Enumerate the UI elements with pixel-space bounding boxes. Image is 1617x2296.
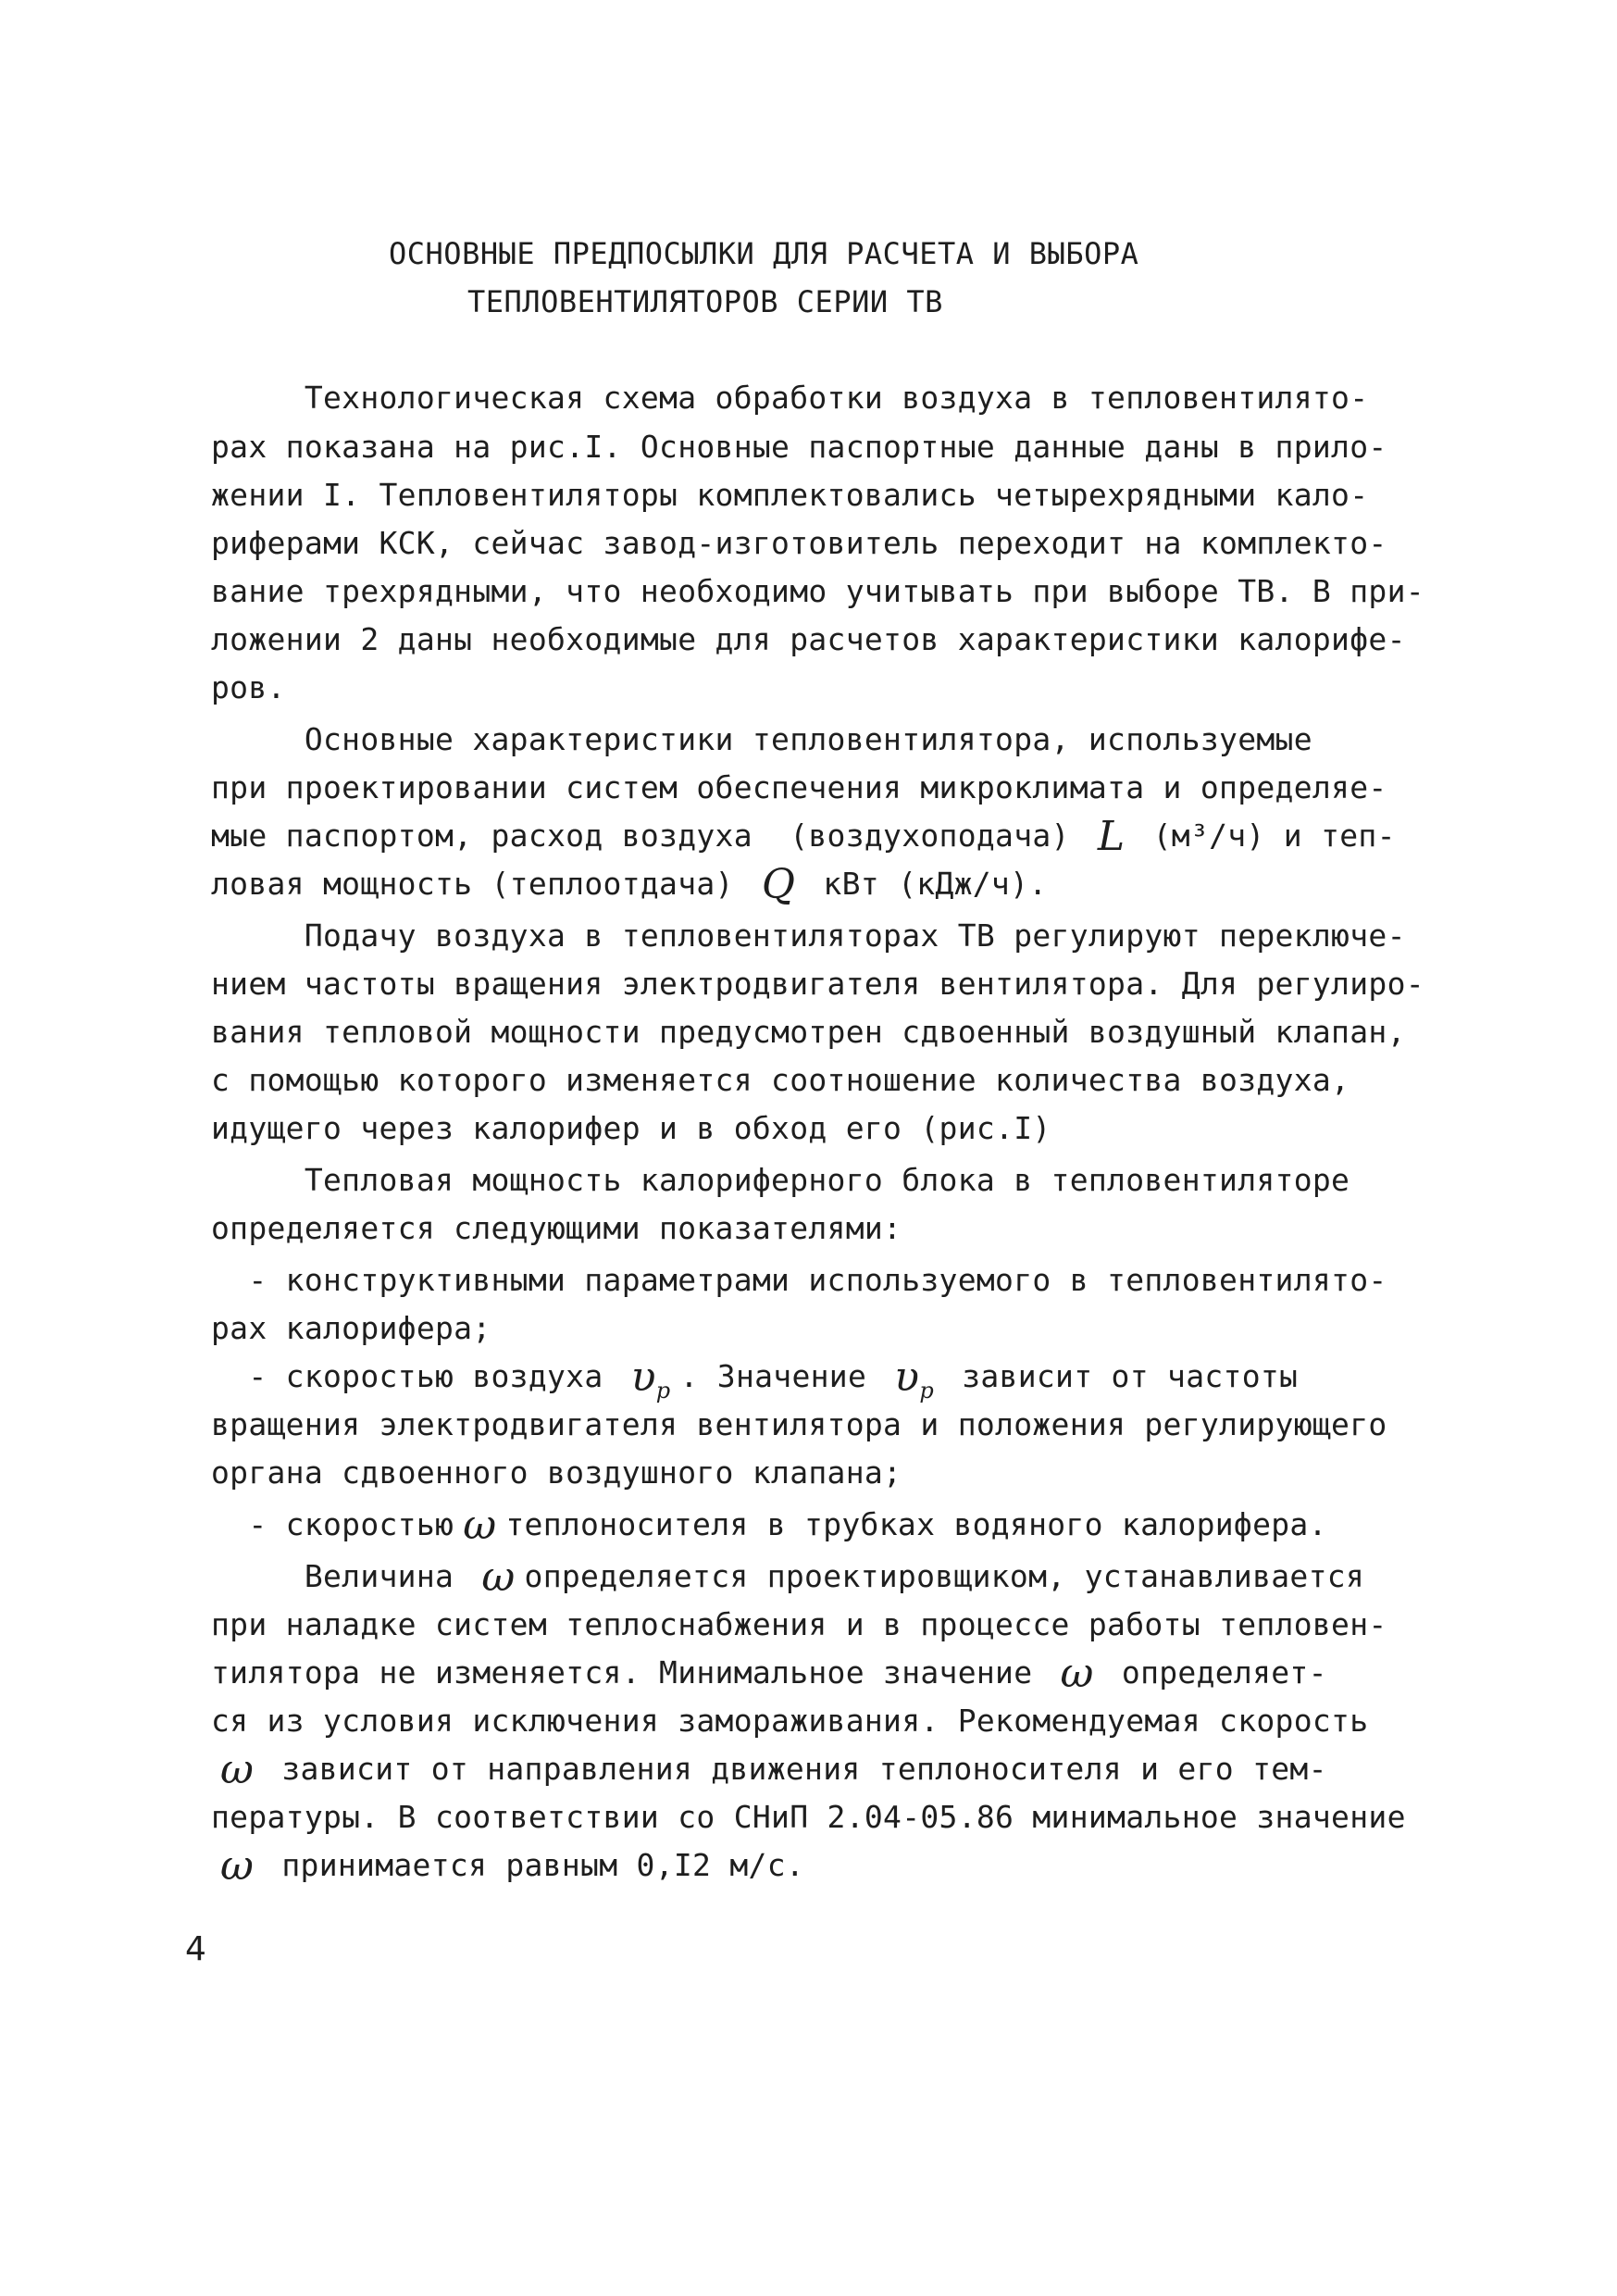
text-line xyxy=(211,477,1442,514)
text-line xyxy=(211,1799,1442,1836)
text-line xyxy=(211,1650,1442,1697)
math-symbol xyxy=(481,1554,516,1601)
text-segment: вращения электродвигателя вентилятора и положения регулирующего xyxy=(211,1406,1387,1442)
text-segment: - скоростью воздуха xyxy=(211,1358,622,1394)
text-segment: Подачу воздуха в тепловентиляторах ТВ регулируют переключе- xyxy=(211,917,1406,954)
text-segment: - конструктивными параметрами используемого в тепловентилято- xyxy=(211,1262,1387,1298)
math-symbol xyxy=(220,1746,255,1793)
text-segment: Технологическая схема обработки воздуха в тепловентилято- xyxy=(211,380,1369,416)
text-line xyxy=(211,1554,1442,1601)
text-line xyxy=(211,1014,1442,1051)
text-line xyxy=(211,1354,1442,1409)
math-symbol xyxy=(894,1354,935,1409)
math-symbol xyxy=(463,1502,497,1549)
text-segment: ловая мощность (теплоотдача) xyxy=(211,866,753,902)
text-line xyxy=(211,1210,1442,1247)
text-segment: вания тепловой мощности предусмотрен сдвоенный воздушный клапан, xyxy=(211,1014,1406,1050)
text-segment: определяется проектировщиком, устанавливается xyxy=(524,1558,1365,1594)
text-line xyxy=(211,1606,1442,1643)
text-line xyxy=(211,525,1442,562)
text-segment: зависит от частоты xyxy=(943,1358,1299,1394)
text-line xyxy=(211,1454,1442,1491)
text-segment: - скоростью xyxy=(211,1506,454,1542)
text-segment: Величина xyxy=(211,1558,473,1594)
math-subscript: р xyxy=(655,1378,671,1404)
text-line xyxy=(211,721,1442,758)
text-line xyxy=(211,1842,1442,1890)
text-line xyxy=(211,1502,1442,1549)
text-segment: ров. xyxy=(211,669,286,705)
text-segment: риферами КСК, сейчас завод-изготовитель переходит на комплекто- xyxy=(211,525,1387,561)
text-segment: жении I. Тепловентиляторы комплектовались четырехрядными кало- xyxy=(211,477,1369,513)
text-segment: . Значение xyxy=(679,1358,886,1394)
text-line xyxy=(211,1162,1442,1199)
text-line xyxy=(211,861,1442,908)
math-symbol xyxy=(1097,813,1126,860)
page-number: 4 xyxy=(185,1930,206,1968)
text-segment: с помощью которого изменяется соотношение количества воздуха, xyxy=(211,1062,1350,1098)
math-symbol xyxy=(1060,1650,1094,1697)
text-segment: зависит от направления движения теплоносителя и его тем- xyxy=(263,1751,1327,1787)
document-title-line-2: ТЕПЛОВЕНТИЛЯТОРОВ СЕРИИ ТВ xyxy=(467,284,943,319)
text-segment: тилятора не изменяется. Минимальное значение xyxy=(211,1654,1051,1691)
math-symbol-glyph: υ xyxy=(894,1354,920,1401)
math-subscript: р xyxy=(919,1378,935,1404)
text-line xyxy=(211,1310,1442,1347)
text-segment: вание трехрядными, что необходимо учитывать при выборе ТВ. В при- xyxy=(211,573,1424,609)
text-segment: кВт (кДж/ч). xyxy=(804,866,1048,902)
text-segment: теплоносителя в трубках водяного калорифера. xyxy=(505,1506,1327,1542)
math-symbol xyxy=(220,1842,255,1890)
text-segment: (м³/ч) и теп- xyxy=(1134,817,1396,854)
text-line xyxy=(211,769,1442,806)
text-line xyxy=(211,429,1442,466)
text-segment: принимается равным 0,I2 м/с. xyxy=(263,1847,805,1883)
text-segment: при проектировании систем обеспечения микроклимата и определяе- xyxy=(211,769,1387,805)
text-segment: рах калорифера; xyxy=(211,1310,491,1346)
text-line xyxy=(211,1703,1442,1740)
text-segment: идущего через калорифер и в обход его (рис.I) xyxy=(211,1110,1051,1146)
math-symbol-glyph: ω xyxy=(1060,1650,1094,1697)
text-line xyxy=(211,917,1442,955)
math-symbol xyxy=(630,1354,671,1409)
text-segment: при наладке систем теплоснабжения и в процессе работы тепловен- xyxy=(211,1606,1387,1642)
math-symbol-glyph: ω xyxy=(481,1554,516,1601)
math-symbol-glyph: ω xyxy=(220,1842,255,1890)
document-title-line-1: ОСНОВНЫЕ ПРЕДПОСЫЛКИ ДЛЯ РАСЧЕТА И ВЫБОРА xyxy=(389,236,1139,271)
text-segment: определяет- xyxy=(1102,1654,1327,1691)
math-symbol xyxy=(761,861,796,908)
text-line xyxy=(211,1110,1442,1147)
text-segment: мые паспортом, расход воздуха (воздухоподача) xyxy=(211,817,1088,854)
math-symbol-glyph: Q xyxy=(761,861,796,908)
math-symbol-glyph: L xyxy=(1097,813,1126,860)
text-segment: нием частоты вращения электродвигателя вентилятора. Для регулиро- xyxy=(211,966,1424,1002)
text-line xyxy=(211,966,1442,1003)
math-symbol-glyph: ω xyxy=(463,1502,497,1549)
text-segment: ложении 2 даны необходимые для расчетов характеристики калорифе- xyxy=(211,621,1406,657)
text-line xyxy=(211,1062,1442,1099)
text-segment: органа сдвоенного воздушного клапана; xyxy=(211,1454,902,1491)
text-segment: Основные характеристики тепловентилятора, используемые xyxy=(211,721,1312,757)
text-line xyxy=(211,1262,1442,1299)
text-segment: ся из условия исключения замораживания. Рекомендуемая скорость xyxy=(211,1703,1369,1739)
text-segment: рах показана на рис.I. Основные паспортные данные даны в прило- xyxy=(211,429,1387,465)
text-line xyxy=(211,573,1442,610)
text-line xyxy=(211,1406,1442,1443)
text-line xyxy=(211,380,1442,417)
text-line xyxy=(211,621,1442,658)
math-symbol-glyph: ω xyxy=(220,1746,255,1793)
math-symbol-glyph: υ xyxy=(630,1354,656,1401)
text-line xyxy=(211,669,1442,706)
text-segment: пературы. В соответствии со СНиП 2.04-05.86 минимальное значение xyxy=(211,1799,1406,1835)
text-line xyxy=(211,813,1442,860)
text-segment: Тепловая мощность калориферного блока в тепловентиляторе xyxy=(211,1162,1350,1198)
text-line xyxy=(211,1746,1442,1793)
text-segment: определяется следующими показателями: xyxy=(211,1210,902,1246)
